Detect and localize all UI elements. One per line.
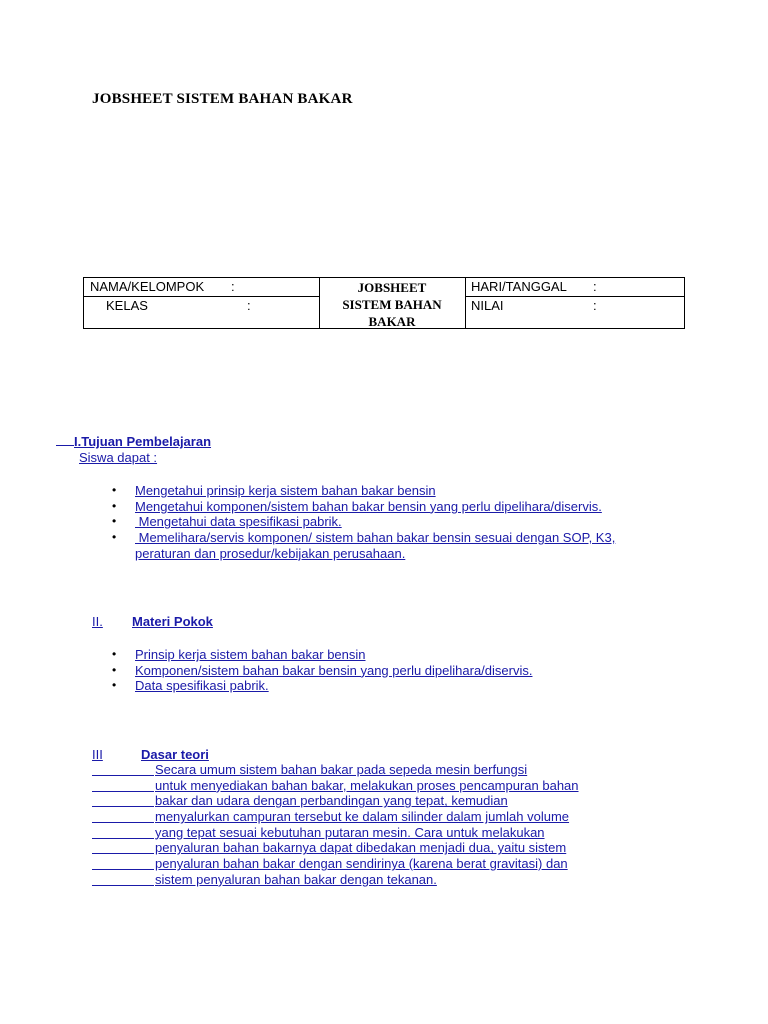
tab-underline: [92, 791, 154, 792]
paragraph-line-text: bakar dan udara dengan perbandingan yang tepat, kemudian: [155, 793, 508, 809]
center-title-line: SISTEM BAHAN: [342, 297, 442, 312]
kelas-label: KELAS: [106, 298, 148, 313]
nilai-label: NILAI: [471, 298, 504, 313]
section1-heading-text: I.Tujuan Pembelajaran: [74, 434, 212, 449]
paragraph-line-text: penyaluran bahan bakarnya dapat dibedakan menjadi dua, yaitu sistem: [155, 840, 567, 856]
info-center-column: [319, 278, 466, 328]
tab-underline: [92, 775, 154, 776]
tab-underline: [92, 853, 154, 854]
info-table: [83, 277, 685, 329]
list-item: [112, 647, 532, 663]
section1-intro: Siswa dapat :: [79, 450, 158, 465]
info-left-column: [84, 278, 320, 328]
tab-underline: [92, 838, 154, 839]
kelas-colon: :: [247, 298, 251, 313]
list-item-text: Memelihara/servis komponen/ sistem bahan bakar bensin sesuai dengan SOP, K3,: [135, 530, 616, 546]
list-item: [112, 530, 615, 561]
list-item-text: Prinsip kerja sistem bahan bakar bensin: [135, 647, 366, 662]
document-title: JOBSHEET SISTEM BAHAN BAKAR: [92, 91, 353, 107]
section1-list: [112, 483, 615, 562]
paragraph-line-text: Secara umum sistem bahan bakar pada sepeda mesin berfungsi: [155, 762, 528, 777]
bullet-icon: •: [112, 514, 117, 529]
nama-colon: :: [231, 279, 235, 294]
row-divider: [84, 296, 319, 297]
list-item-text-continued: peraturan dan prosedur/kebijakan perusahaan.: [135, 545, 406, 561]
list-item-text: Mengetahui data spesifikasi pabrik.: [135, 514, 342, 530]
hari-colon: :: [593, 279, 597, 294]
section2-heading: Materi Pokok: [132, 614, 213, 629]
section3-number: III: [92, 747, 103, 762]
bullet-icon: •: [112, 498, 117, 513]
info-right-column: [465, 278, 684, 328]
bullet-icon: •: [112, 678, 117, 693]
tab-underline: [92, 822, 154, 823]
tab-underline: [92, 869, 154, 870]
section2-number: II.: [92, 614, 103, 629]
paragraph-line-text: untuk menyediakan bahan bakar, melakukan proses pencampuran bahan: [155, 777, 579, 793]
center-title-line: JOBSHEET: [357, 280, 427, 295]
bullet-icon: •: [112, 483, 117, 497]
list-item-text: Komponen/sistem bahan bakar bensin yang perlu dipelihara/diservis.: [135, 662, 533, 678]
bullet-icon: •: [112, 647, 117, 661]
heading-indent-line: [56, 434, 74, 446]
tab-underline: [92, 806, 154, 807]
tab-underline: [92, 885, 154, 886]
paragraph-line-text: menyalurkan campuran tersebut ke dalam silinder dalam jumlah volume: [155, 809, 570, 825]
section2-list: [112, 647, 532, 694]
list-item: [112, 678, 532, 694]
paragraph-line-text: sistem penyaluran bahan bakar dengan tekanan.: [155, 871, 437, 887]
center-title: [319, 279, 465, 330]
list-item: [112, 499, 615, 515]
list-item-text: Data spesifikasi pabrik.: [135, 678, 269, 694]
section3-heading: Dasar teori: [141, 747, 209, 762]
paragraph-line-text: penyaluran bahan bakar dengan sendirinya (karena berat gravitasi) dan: [155, 856, 568, 872]
nama-kelompok-label: NAMA/KELOMPOK: [90, 279, 205, 294]
bullet-icon: •: [112, 530, 117, 545]
hari-tanggal-label: HARI/TANGGAL: [471, 279, 567, 294]
section1-heading: [56, 434, 211, 449]
bullet-icon: •: [112, 662, 117, 677]
paragraph-line-text: yang tepat sesuai kebutuhan putaran mesin. Cara untuk melakukan: [155, 824, 545, 840]
row-divider: [465, 296, 684, 297]
list-item: [112, 483, 615, 499]
list-item: [112, 663, 532, 679]
list-item-text: Mengetahui komponen/sistem bahan bakar bensin yang perlu dipelihara/diservis.: [135, 498, 602, 514]
center-title-line: BAKAR: [368, 314, 416, 329]
list-item-text: Mengetahui prinsip kerja sistem bahan bakar bensin: [135, 483, 436, 498]
nilai-colon: :: [593, 298, 597, 313]
list-item: [112, 514, 615, 530]
